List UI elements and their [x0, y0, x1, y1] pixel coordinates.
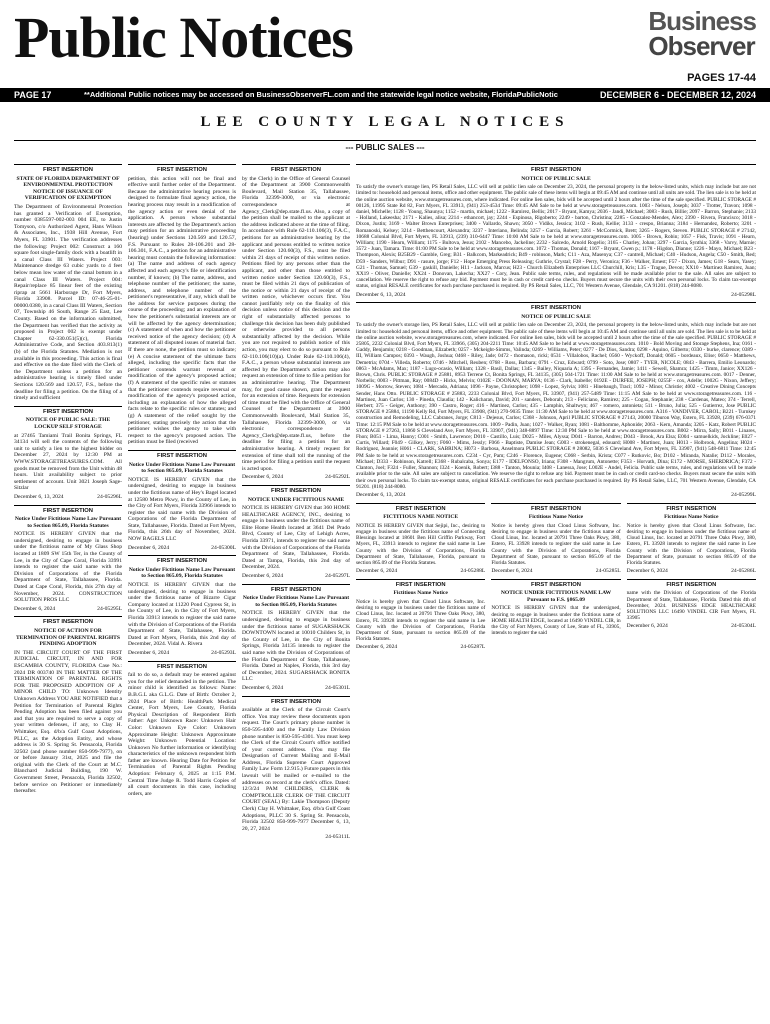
insertion-label: FIRST INSERTION	[531, 167, 581, 173]
column-3	[242, 164, 350, 845]
notice-footer	[242, 573, 350, 580]
notice-date: December 6, 2024	[242, 573, 284, 580]
notice-footer	[356, 292, 756, 299]
notice-title: NOTICE OF ACTION FOR TERMINATION OF PARENTAL RIGHTS PENDING ADOPTION	[15, 628, 121, 648]
notice-title: NOTICE OF PUBLIC SALE	[521, 313, 591, 320]
notice-title: STATE OF FLORIDA DEPARTMENT OF ENVIRONMENTAL PROTECTION NOTICE OF ISSUANCE OF VERIFICATION OF EXEMPTION	[16, 175, 120, 202]
notice-body: To satisfy the owner's storage lien, PS Retail Sales, LLC will sell at public lien sale on December 23, 2024, the personal property in the below-listed units, which may include but are not limited to: household and personal items, office and other equipment. The public sale of these items will begin at 09:45 AM and continue until all units are sold. The lien sale is to be held at the online auction website, www.storagetreasures.com, where indicated. For online lien sales, bids will be accepted until 2 hours after the time of the sale specified. PUBLIC STORAGE # 00126, 11995 State Rd 82, Fort Myers, FL 33913, (941) 253-4534 Time: 09:45 AM Sale to be held at www.storagetreasures.com. 1003 - Nelson, Joseph; 3037 - Trotter, Travon; 1098 - daniel, Michelle; 1128 - Young, Shaunya; 1152 - martin, michael; 1222 - Ramirez, Bellis; 2017 - Bryant, Kamya; 2036 - Jandi, Michael; 3083 - Rush, Billie; 2097 - Barron, Stephanie; 2133 - Holland, Lakeesha; 2171 - Kalies, alisa; 2214 - ethancort, jay; 2244 - Espinosa, Rigoberto; 2249 - barton, Christina; 2285 - Gonzalez-Mendes, Alex; 2390 - Rivera, Francisco; 3018 - Dixon, Justin; 3169 - Walter Brown Enterprises; 3400 - Vallardo, Shawn; 3050 - Vidiks, Jessica; 3102 - Rush, Kellie; 3133 - crespo, Brianna; 3184 - Hernandez, Roberto; 3201 - Romanoski, Kelsey; 3214 - Betthencourt, Alexandra; 3237 - Interiano, Belinda; 3257 - Garcia, Robert; 3261 - McCormick, Brett; 3265 - Rogers, Steven. PUBLIC STORAGE # 27142, 10688 Colonial Blvd, Fort Myers, FL 33913, (239) 310-6447 Time: 10:00 AM Sale to be held at www.storagetreasures.com. 1005 - Brown, Robin; 1057 - Fisk, Travis; 1091 - Hearn, William; 1190 - Hearn, William; 1175 - Bultova, Jesus; 2102 - Mancebo, Jackeline; 2232 - Salcedo, Arnold Rogelio; 3165 - Charley, Johan; 3297 - Garcia, Synthia; 3368 - Varvy, Marnie; 3572 - Juan, Tamara. Time: 01:00 PM Sale to be held at www.storagetreasures.com. 1072 - Thomas, Donald; 1167 - Bryant, Gwen p.; 1178 - Higdon, Dianne; 1226 - Mayo, Michael; B23 - Thompson, Alexis; B25B29 - Gamble, Greg; B31 - Balkcom, Markeadrick; B49 - robinson, Mark; C11 - Aza, Masenya; C37 - cantrell, Michael; C40 - Hudson, Angela; C50 - Smith, Red; D59 - Sanders, Wilbur; D91 - rasure, jorge; F12 - Hope Emerging Press Releasing; Guthrie, Crystal; F28 - Perry, Veronica; F36 - Walker, Ernest; F57 - Dixon, James; G18 - Sears, Yasey; G21 - Thomas, Samuel; G39 - gaskill, Danielle; H11 - Jackson, Marcus; H23 - Church Elizabeth Enterprises LLC Churchill, Kris; L35 - Trague, Devon; XX10 - Martinez Ramirez, Juan; XX19 - Oliver, Danielle; XX24 - Donovan, Lakecha; XX27 - Cory, Jean. Public sale terms, rules, and regulations will be made available prior to the sale. All sales are subject to cancellation. We reserve the right to refuse any bid. Payment must be in cash or credit card-no checks. Buyers must secure the units with their own personal locks. To claim tax-exempt status, original RESALE certificates for each purchase purchased is required. By PS Retail Sales, LLC, 701 Western Avenue, Glendale, CA 91201. (818) 244-8080.	[356, 184, 756, 290]
row-cell	[491, 579, 620, 655]
legal-notice	[128, 661, 236, 798]
insertion-label: FIRST INSERTION	[157, 663, 207, 670]
row-cell	[356, 503, 485, 579]
notice-footer	[356, 644, 485, 651]
notice-body: To satisfy the owner's storage lien, PS Retail Sales, LLC will sell at public lien sale on December 23, 2024, the personal property in the below-listed units, which may include but are not limited to: household and personal items, office and other equipment. The public sale of these items will begin at 10:45 AM and continue until all units are sold. The lien sale is to be held at the online auction website, www.storagetreasures.com, where indicated. For online lien sales, bids will be accepted until 2 hours after the time of the sale specified. PUBLIC STORAGE # 25805, 2232 Colonial Blvd, Fort Myers, FL 33966, (305) 204-2211 Time: 10:45 AM Sale to be held at www.storagetreasures.com. 1010 - Bold Moving and Storage Stephens, Ina; 0161 - Gaddy, Benjamin; 0218 - Goodman, Elizabeth; 0257 - Mckeight-Simms, Valinda; 0269 - Williams, Peter; 0277 - De Dios, Sandra; 0298 - Aquino, Gilberto; 0330 - burke, clarence; 0389 - III, William Campos; 0393 - Waugh, Joshua; 0468 - Riley, Jade; 0472 - thomason, ricki; 0531 - Villalobos, Rachel; 0560 - Wyckoff, Donald; 0605 - bordeaux, Elise; 0650 - Matthews, Demetria; 0704 - Villeda, Roberto; 0746 - Mitchell, Reuben; 0768 - Ross, Barbara; 0791 - Cruz, Edward; 0799 - Soto, Jose; 0807 - TYER, NICOLE; 0843 - Barrera, Emilio Leonardo; 0863 - McAdams, Max; 1187 - Lugo-ocasio, William; 1328 - Basil, Dallas; 1345 - Bailey, Niquaria A; 1395 - Fernandes, Jamie; 1411 - Sewell, Shamra; 1425 - Timm, Janice; XX126 - Brown, Chris. PUBLIC STORAGE # 25881, 8953 Terrene Ct, Bonita Springs, FL 34135, (305) 504-1721 Time: 11:00 AM Sale to be held at www.storagetreasures.com. 0017 - Denner, Norbelis; 0003 - Pittman, Ray; 0084D - Hicks, Melvin; 0102E - DOONAN, MARYA; 0136 - Clark, Isabelle; 0192E - DURFEE, JOSEPH; 0255F - cox, Adelle; 1002G - Nixon, Jeffery; 1009G - Morrow, Steven; 1084 - Mercado, Adriana; 1096 - Payne, Christopher; 1098 - Lopez, Sylvia; 1081 - Hinebaugh, Traci; 1092 - Minor, Christie; 4002 - Creative Dining Concepts Sender, Hans Otto. PUBLIC STORAGE # 25883, 2233 Colonial Blvd, Fort Myers, FL 33907, (941) 257-5489 Time: 11:15 AM Sale to be held at www.storagetreasures.com. 116 - Martinez, Juan Carlos; 130 - Pineda, Claudia; 142 - Kalicharan, David; 201 - sanders, Deborah; 213 - Feliciano, Ramirez; 225 - Cogan, Stephanie; 238 - Cardenas, Mateo; 374 - Terrell, Herbert; 375 - Geiger, Anthony; 390 - Castro, Roger; 416 - Martinez, Carlos; 435 - Lamphin, Shaltwyn; 467 - romero, antonieta; 511 - Bruno, Julia; 525 - Gutierrez, Jose PUBLIC STORAGE # 25884, 11190 Kelly Rd, Fort Myers, FL 33908, (941) 270-9035 Time: 11:30 AM Sale to be held at www.storagetreasures.com. A316 - VANDIVER, CAROL; B221 - Turnkey construction and Remodeling, LLC Cabranes, Jorge; C813 - Dejesus, Carlos; C368 - Johnson, April PUBLIC STORAGE # 27143, 20000 Tiburon Way, Estero, FL 33928, (239) 676-0371 Time: 12:15 PM Sale to be held at www.storagetreasures.com. 1009 - Padin, Juan; 1027 - Walker, Ryan; 1081 - Balthomme, Aphonide; 2063 - Kern, Amanda; 3205 - Katz, Robert PUBLIC STORAGE # 27263, 11860 S Cleveland Ave, Fort Myers, FL 33907, (941) 348-8897 Time: 12:30 PM Sale to be held at www.storagetreasures.com. B002 - Mirra, Sally; B011 - Linares, Fhon; B051 - Lima, Hanny; C001 - Smith, Lawrence; D010 - Castillo, Luis; D025 - Miles, Alyssa; D041 - Barron, Andres; D043 - Brook, Ara Elsa; E004 - samuelkids, Jockline; E027 - Curtis, Willard; F049 - Gilkey, Jerry; F060 - Mims, Jessly; F066 - Baptiste, Damise Jean; G003 - strokenegal, edouard; H008 - Martinez, Juan; H013 - Holbrook, Angelina; H024 - Rodriguez, Jeannie; H061 - CLARK, SABRINA; H073 - Barbosa, Anselmora PUBLIC STORAGE # 28082, 5036 S Cleveland Ave, Fort Myers, FL 33907, (941) 548-6811 Time: 12:45 PM Sale to be held at www.storagetreasures.com. C234 - Cyr, Pam; C246 - Florence, Eugene; C068 - Serbin, Krista; C077 - Rutkovic, Bo; D102 - Miranda, Natalie; D112 - Morales, Michael; D333 - Robinson, Katrell; E368 - Rubalcaba, Sonya; E177 - IDELFONSO, Iriana; F308 - Mangrum, Antonette; F353 - Horvath, Dina; E172 - MORSE, SHERDRICA; F372 - Clanton, Joel; F324 - Fuller, Shannon; I324 - Koenik, Robert; I388 - Tanton, Mounia; I408 - Lanessa, Jose; L002E - Andel, Felicia. Public sale terms, rules, and regulations will be made available prior to the sale. All sales are subject to cancellation. We reserve the right to refuse any bid. Payment must be in cash or credit card-no checks. Buyers must secure the units with their own personal locks. To claim tax-exempt status, original RESALE certificates for each purchase purchased is required. By PS Retail Sales, LLC, 701 Western Avenue, Glendale, CA 91201. (818) 244-8080.	[356, 322, 756, 490]
insertion-label: FIRST INSERTION	[271, 586, 321, 593]
notice-date: December 6, 13, 2024	[356, 291, 406, 298]
subsection-label: --- PUBLIC SALES ---	[339, 143, 430, 152]
subsection-title	[14, 140, 756, 152]
notice-date: December 6, 13, 2024	[356, 491, 406, 498]
insertion-label: FIRST INSERTION	[157, 452, 207, 459]
row-cell	[627, 503, 756, 579]
column-4-row-1	[356, 503, 756, 579]
notice-body: NOTICE IS HEREBY GIVEN that the undersigned, desiring to engage in business under the fictitious name of SUGARSHACK DOWNTOWN located at 10010 Childers St, in the County of Lee, in the City of Bonita Springs, Florida 34135 intends to register the said name with the Division of Corporations of the Florida Department of State, Tallahassee, Florida. Dated at Naples, Florida, this 3rd day of December, 2024. SUGARSHACK BONITA LLC	[242, 610, 350, 683]
legal-notice	[14, 505, 122, 613]
notice-code: 24-05311L	[325, 834, 350, 841]
notice-title: Fictitious Name Notice	[664, 514, 719, 521]
notice-date: December 6, 2024	[128, 649, 170, 656]
notice-body: NOTICE IS HEREBY GIVEN that the undersigned, desiring to engage in business under the fictitious name of Hey's Bagel located at 12580 Metro Pkwy, in the County of Lee, in the City of Fort Myers, Florida 33966 intends to register the said name with the Division of Corporations of the Florida Department of State, Tallahassee, Florida. Dated at Fort Myers, Florida, this 26th day of November, 2024. NOW BAGELS LLC	[128, 476, 236, 543]
logo-line-1: Business	[648, 6, 756, 36]
notice-body: fail to do so, a default may be entered against you for the relief demanded in the petition. The minor child is identified as follows: Name: B.B.G.L aka G.L.G. Date of Birth: October 2, 2024 Place of Birth: HealthPark Medical Center, Fort Myers, Lee County, Florida Physical Description of Respondent Birth Father: Age: Unknown Race: Unknown Hair Color: Unknown Eye Color: Unknown Approximate Height: Unknown Approximate Weight: Unknown Potential Location: Unknown No further information or identifying characteristics of the unknown respondent birth father are known. Hearing Date for Petition for Termination of Parental Rights Pending Adoption: February 6, 2025 at 1:15 P.M. Central Time Judge R. Todd Harris Copies of all court documents in this case, including orders, are	[128, 672, 236, 797]
column-2	[128, 164, 236, 801]
notice-title: Notice Under Fictitious Name Law Pursuant to Section 865.09, Florida Statutes	[128, 461, 236, 475]
notice-title: Notice Under Fictitious Name Law Pursuant to Section 865.09, Florida Statutes	[14, 516, 122, 529]
insertion-label: FIRST INSERTION	[271, 698, 321, 705]
notice-footer	[627, 568, 756, 575]
page-number: PAGE 17	[14, 90, 52, 100]
row-cell	[356, 579, 485, 655]
notice-body: NOTICE IS HEREBY GIVEN that Sejipi, Inc., desiring to engage in business under the fictitious name of Connecting Blessings located at 18601 Ben Hill Griffin Parkway, Fort Myers, FL, 33913 intends to register the said name in Lee County with the Division of Corporations, Florida Department of State, Tallahassee, Florida, pursuant to section 865.09 of the Florida Statutes.	[356, 522, 486, 566]
business-observer-logo	[648, 6, 756, 61]
insertion-label: FIRST INSERTION	[43, 619, 93, 626]
notice-code: 24-05295L	[97, 605, 122, 612]
notice-body: NOTICE IS HEREBY GIVEN that 360 HOME HEALTHCARE AGENCY, INC., desiring to engage in business under the fictitious name of Elite Home Health located at 3641 Del Prado Blvd, County of Lee, City of Lehigh Acres, Florida 33971, intends to register the said name with the Division of Corporations of the Florida Department of State, Tallahassee, Florida. Dated at Tampa, Florida, this 2nd day of December, 2024.	[242, 505, 350, 571]
notice-footer	[356, 568, 485, 575]
insertion-label: FIRST INSERTION	[531, 505, 581, 512]
issue-date: DECEMBER 6 - DECEMBER 12, 2024	[599, 90, 756, 100]
notice-body: Notice is hereby given that Cloud Linus Software, Inc. desiring to engage in business under the fictitious name of Cloud Linus, Inc. located at 20791 Three Oaks Pkwy, 380, Estero, FL 33928 intends to register the said name in Lee County with the Division of Corporations, Florida Department of State, pursuant to section 865.09 of the Florida Statutes.	[356, 598, 486, 643]
masthead	[0, 0, 770, 84]
notice-footer	[356, 492, 756, 499]
legal-notice	[242, 164, 350, 481]
notice-date: December 6, 2024	[128, 544, 170, 551]
insertion-label: FIRST INSERTION	[271, 487, 321, 494]
legal-notice	[14, 406, 122, 501]
page-range: PAGES 17-44	[687, 72, 756, 84]
notice-body: IN THE CIRCUIT COURT OF THE FIRST JUDICIAL CIRCUIT, IN AND FOR ESCAMBIA COUNTY, FLORIDA Case No.: 2024 DR 003740 IN THE MATTER OF THE TERMINATION OF PARENTAL RIGHTS FOR THE PROPOSED ADOPTION OF A MINOR CHILD TO: Unknown Identity Unknown Address YOU ARE NOTIFIED that a Petition for Termination of Parental Rights Pending Adoption has been filed against you and that you are required to serve a copy of your written defenses, if any, to Clay H. Whittaker, Esq. d/b/a Gulf Coast Adoptions, PLLC, as the Adoption Entity, and whose address is 30 S. Spring St. Pensacola, Florida 32502 (and phone number 850-999-7977), on or before January 31st, 2025 and file the original with the Clerk of the Court at M.C. Blanchard Judicial Building, 190 W. Government Street, Pensacola, Florida 32502, before service on Petitioner or immediately thereafter.	[14, 649, 122, 795]
insertion-label: FIRST INSERTION	[157, 167, 207, 173]
legal-notice	[356, 302, 756, 498]
notice-title: FICTITIOUS NAME NOTICE	[383, 514, 459, 521]
notice-website-note: **Additional Public notices may be accessed on BusinessObserverFL.com and the statewide legal notice website, FloridaPublicNotic	[84, 90, 558, 99]
notice-code: 24-05285L	[595, 568, 621, 575]
insertion-label: FIRST INSERTION	[271, 167, 321, 173]
notice-code: 24-05292L	[325, 474, 350, 481]
notice-date: December 6, 2024	[626, 568, 668, 575]
logo-line-2: Observer	[648, 31, 755, 61]
notice-code: 24-05293L	[211, 649, 236, 656]
notice-title: Notice Under Fictitious Name Law Pursuant to Section 865.09, Florida Statutes	[128, 566, 236, 580]
notice-body: Notice is hereby given that Cloud Linus Software, Inc. desiring to engage in business under the fictitious name of Cloud Linus, Inc. located at 20791 Three Oaks Pkwy, 380, Estero, FL 33928 intends to register the said name in Lee County with the Division of Corporations, Florida Department of State, pursuant to section 865.09 of the Florida Statutes.	[491, 522, 621, 566]
legal-notice	[128, 450, 236, 551]
notice-footer	[491, 568, 620, 575]
notice-footer	[128, 650, 236, 657]
column-4	[356, 164, 756, 655]
legal-notice	[356, 164, 756, 298]
notice-date: December 6, 2024	[356, 568, 398, 575]
notice-code: 24-05288L	[460, 568, 486, 575]
legal-notice	[242, 485, 350, 580]
column-1	[14, 164, 122, 799]
notice-footer	[242, 834, 350, 841]
notice-title: NOTICE UNDER FICTITIOUS NAME LAW Pursuant to F.S. §865.09	[500, 590, 612, 603]
notice-footer	[14, 606, 122, 613]
notice-title: Fictitious Name Notice	[393, 590, 448, 597]
notice-code: 24-05300L	[211, 544, 236, 551]
legal-notice	[242, 696, 350, 841]
column-4-main	[356, 164, 756, 499]
insertion-label: FIRST INSERTION	[395, 505, 446, 512]
insertion-label: FIRST INSERTION	[43, 408, 93, 415]
row-cell	[627, 579, 756, 655]
notice-body: NOTICE IS HEREBY GIVEN that the undersigned, desiring to engage in business under the fictitious name of HOME HEALTH EDGE, located at 16490 VINDEL CIR, in the City of Fort Myers, County of Lee, State of FL, 33905, intends to register the said	[491, 605, 621, 637]
legal-notice	[356, 579, 485, 651]
notice-body: available at the Clerk of the Circuit Court's office. You may review these documents upon request. The Court's primary phone number is 850-595-4400 and the Family Law Division phone number is 850-595-4301. You must keep the Clerk of the Circuit Court's office notified of your current address. (You may file Designation of Current Mailing and E-Mail Address, Florida Supreme Court Approved Family Law Form 12.915.) Future papers in this lawsuit will be mailed or e-mailed to the addresses on record at the clerk's office. Dated: 12/3/24 PAM CHILDERS, CLERK & COMPTROLLER CLERK OF THE CIRCUIT COURT (SEAL) By: Lakie Thompson (Deputy Clerk) Clay H. Whittaker, Esq. d/b/a Gulf Coast Adoptions, PLLC 30 S. Spring St. Pensacola, Florida 32502 850-999-7977 December 6, 13, 20, 27, 2024	[242, 707, 350, 832]
notice-title: NOTICE UNDER FICTITIOUS NAME	[247, 496, 345, 503]
notice-footer	[14, 494, 122, 501]
notice-footer	[242, 685, 350, 692]
notice-date: December 6, 13, 2024	[14, 493, 64, 500]
notice-body: by the Clerk) in the Office of General Counsel of the Department at 3900 Commonwealth Boulevard, Mail Station 35, Tallahassee, Florida 32399-3000, or via electronic correspondence at Agency_Clerk@dep.state.fl.us. Also, a copy of the petition shall be mailed to the applicant at the address indicated above at the time of filing. In accordance with Rule 62-110.106(3), F.A.C., petitions for an administrative hearing by the applicant and persons entitled to written notice under Section 120.60(3), F.S., must be filed within 21 days of receipt of this written notice. Petitions filed by any persons other than the applicant, and other than those entitled to written notice under Section 120.60(3), F.S., must be filed within 21 days of publication of the notice or within 21 days of receipt of the written notice, whichever occurs first. You cannot justifiably rely on the finality of this decision unless notice of this decision and the right of substantially affected persons to challenge this decision has been duly published or otherwise provided to all persons substantially affected by the decision. While you are not required to publish notice of this action, you may elect to do so pursuant to Rule 62-110.106(10)(a). Under Rule 62-110.106(4), F.A.C., a person whose substantial interests are affected by the Department's action may also request an extension of time to file a petition for an administrative hearing. The Department may, for good cause shown, grant the request for an extension of time. Requests for extension of time must be filed with the Office of General Counsel of the Department at 3900 Commonwealth Boulevard, Mail Station 35, Tallahassee, Florida 32399-3000, or via electronic correspondence at Agency_Clerk@dep.state.fl.us, before the deadline for filing a petition for an administrative hearing. A timely request for extension of time shall toll the running of the time period for filing a petition until the request is acted upon.	[242, 175, 350, 472]
column-4-row-2	[356, 579, 756, 655]
notice-code: 24-05296L	[97, 493, 122, 500]
notice-date: December 6, 2024	[242, 474, 284, 481]
legal-notice	[491, 579, 620, 637]
notice-date: December 6, 2024	[626, 623, 668, 630]
insertion-label: FIRST INSERTION	[666, 581, 717, 588]
notice-code: 24-05287L	[460, 644, 486, 651]
notice-code: 24-05301L	[325, 684, 350, 691]
notice-body: at 27465 Tamiami Trail Bonita Springs, FL 34134 will sell the contents of the following unit to satisfy a lien to the highest bidder on December 27, 2024 by 12:30 PM at WWW.STORAGETREASURES.COM. All goods must be removed from the Unit within 48 hours. Unit availability subject to prior settlement of account. Unit 3021 Joseph Sage-Sitzlar	[14, 432, 122, 492]
legal-notice	[128, 164, 236, 446]
legal-notice	[356, 503, 485, 575]
notice-title: Notice Under Fictitious Name Law Pursuant to Section 865.09, Florida Statutes	[242, 595, 350, 608]
notice-code: 24-05298L	[731, 291, 756, 298]
notice-code: 24-05297L	[325, 573, 350, 580]
section-title: LEE COUNTY LEGAL NOTICES	[200, 114, 570, 130]
notice-code: 24-05286L	[731, 568, 756, 575]
notice-code: 24-05304L	[731, 623, 756, 630]
notice-body: Notice is hereby given that Cloud Linus Software, Inc. desiring to engage in business under the fictitious name of Cloud Linus, Inc. located at 20791 Three Oaks Pkwy, 380, Estero, FL 33928 intends to register the said name in Lee County with the Division of Corporations, Florida Department of State, pursuant to section 865.09 of the Florida Statutes.	[626, 522, 756, 566]
notice-date: December 6, 2024	[242, 684, 284, 691]
notice-date: December 6, 2024	[356, 644, 398, 651]
legal-notice	[627, 503, 756, 575]
notice-footer	[242, 474, 350, 481]
notice-date: December 6, 2024	[491, 568, 533, 575]
insertion-label: FIRST INSERTION	[666, 505, 717, 512]
insertion-label: FIRST INSERTION	[157, 558, 207, 565]
row-cell	[491, 503, 620, 579]
notice-body: NOTICE IS HEREBY GIVEN that the undersigned, desiring to engage in business under the fictitious name of My Glass Shop located at 1809 SW 15th Ter, in the County of Lee, in the City of Cape Coral, Florida 33991 intends to register the said name with the Division of Corporations of the Florida Department of State, Tallahassee, Florida. Dated at Cape Coral, Florida, this 27th day of November, 2024. CONSTRUCTION SOLUTION PROS LLC	[14, 531, 122, 604]
legal-notice	[14, 164, 122, 402]
notice-title: NOTICE OF PUBLIC SALE: THE LOCKUP SELF STORAGE	[25, 417, 111, 430]
legal-notice	[491, 503, 620, 575]
masthead-title: Public Notices	[14, 5, 353, 70]
notice-footer	[627, 623, 756, 630]
notice-title: NOTICE OF PUBLIC SALE	[521, 175, 591, 182]
insertion-label: FIRST INSERTION	[395, 581, 446, 588]
notice-date: December 6, 2024	[14, 605, 56, 612]
insertion-label: FIRST INSERTION	[531, 305, 581, 312]
header-bar	[0, 88, 770, 102]
insertion-label: FIRST INSERTION	[43, 507, 93, 514]
notice-code: 24-05299L	[731, 491, 756, 498]
notice-body: name with the Division of Corporations of the Florida Department of State, Tallahassee, Florida. Dated this 4th of December, 2024. BUSINESS EDGE HEALTHCARE SOLUTIONS LLC 16490 VINDEL CIR Fort Myers, FL 33905	[626, 590, 756, 622]
legal-notice	[242, 584, 350, 692]
legal-notice	[128, 555, 236, 656]
insertion-label: FIRST INSERTION	[43, 167, 93, 173]
notice-title: Fictitious Name Notice	[528, 514, 584, 521]
notice-body: The Department of Environmental Protection has granted a Verification of Exemption, number 0385597-002-003 004 EE, to Justin Tomyson, c/o Authorized Agent, Hans Wilson & Associates, Inc., 1938 Hill Avenue, Fort Myers, FL 33901. The verification addresses the following: Project 002: Construct a 160 square foot single-family dock with a boatlift in a canal Class III Waters. Project 003: Maintenance dredge 63 cubic yards to 4 feet below mean low water of the canal bottom in a canal Class III Waters. Project 004: Repair/replace 85 linear feet of the existing riprap at 5661 Harborage Dr, Fort Myers, Florida 33908. Parcel ID: 07-46-25-01-00000.0380, in a canal Class III Waters, Section 07, Township 46 South, Range 25 East, Lee County. Based on the information submitted, the Department has verified that the activity as proposed in Project 002 is exempt under Chapter 62-330.051(5)(c), Florida Administrative Code, and Section 403.813(1)(b) of the Florida Statutes. Mediation is not available in this proceeding. This action is final and effective on the date filed with the Clerk of the Department unless a petition for an administrative hearing is timely filed under Sections 120.569 and 120.57, F.S., before the deadline for filing a petition. On the filing of a timely and sufficient	[14, 203, 122, 402]
notice-footer	[128, 545, 236, 552]
notice-body: petition, this action will not be final and effective until further order of the Department. Because the administrative hearing process is designed to formulate final agency action, the hearing process may result in a modification of the agency action or even denial of the application. A person whose substantial interests are affected by the Department's action may petition for an administrative proceeding (hearing) under Sections 120.569 and 120.57, F.S. Pursuant to Rules 28-106.201 and 28-106.301, F.A.C., a petition for an administrative hearing must contain the following information: (a) The name and address of each agency affected and each agency's file or identification number, if known; (b) The name, address, and telephone number of the petitioner; the name, address, and telephone number of the petitioner's representative, if any, which shall be the address for service purposes during the course of the proceeding; and an explanation of how the petitioner's substantial interests are or will be affected by the agency determination; (c) A statement of when and how the petitioner received notice of the agency decision; (d) A statement of all disputed issues of material fact. If there are none, the petition must so indicate; (e) A concise statement of the ultimate facts alleged, including the specific facts that the petitioner contends warrant reversal or modification of the agency's proposed action; (f) A statement of the specific rules or statutes that the petitioner contends require reversal or modification of the agency's proposed action, including an explanation of how the alleged facts relate to the specific rules or statutes; and (g) A statement of the relief sought by the petitioner, stating precisely the action that the petitioner wishes the agency to take with respect to the agency's proposed action. The petition must be filed (received	[128, 175, 236, 446]
notice-body: NOTICE IS HEREBY GIVEN that the undersigned, desiring to engage in business under the fictitious name of Bizarre Cigar Company located at 11220 Pond Cypress St, in the County of Lee, in the City of Fort Myers, Florida 33913 intends to register the said name with the Division of Corporations of the Florida Department of State, Tallahassee, Florida. Dated at Fort Myers, Florida, this 2nd day of December, 2024. Vidal A. Rivera	[128, 582, 236, 648]
insertion-label: FIRST INSERTION	[531, 581, 581, 588]
legal-notice	[627, 579, 756, 630]
legal-notice	[14, 616, 122, 794]
